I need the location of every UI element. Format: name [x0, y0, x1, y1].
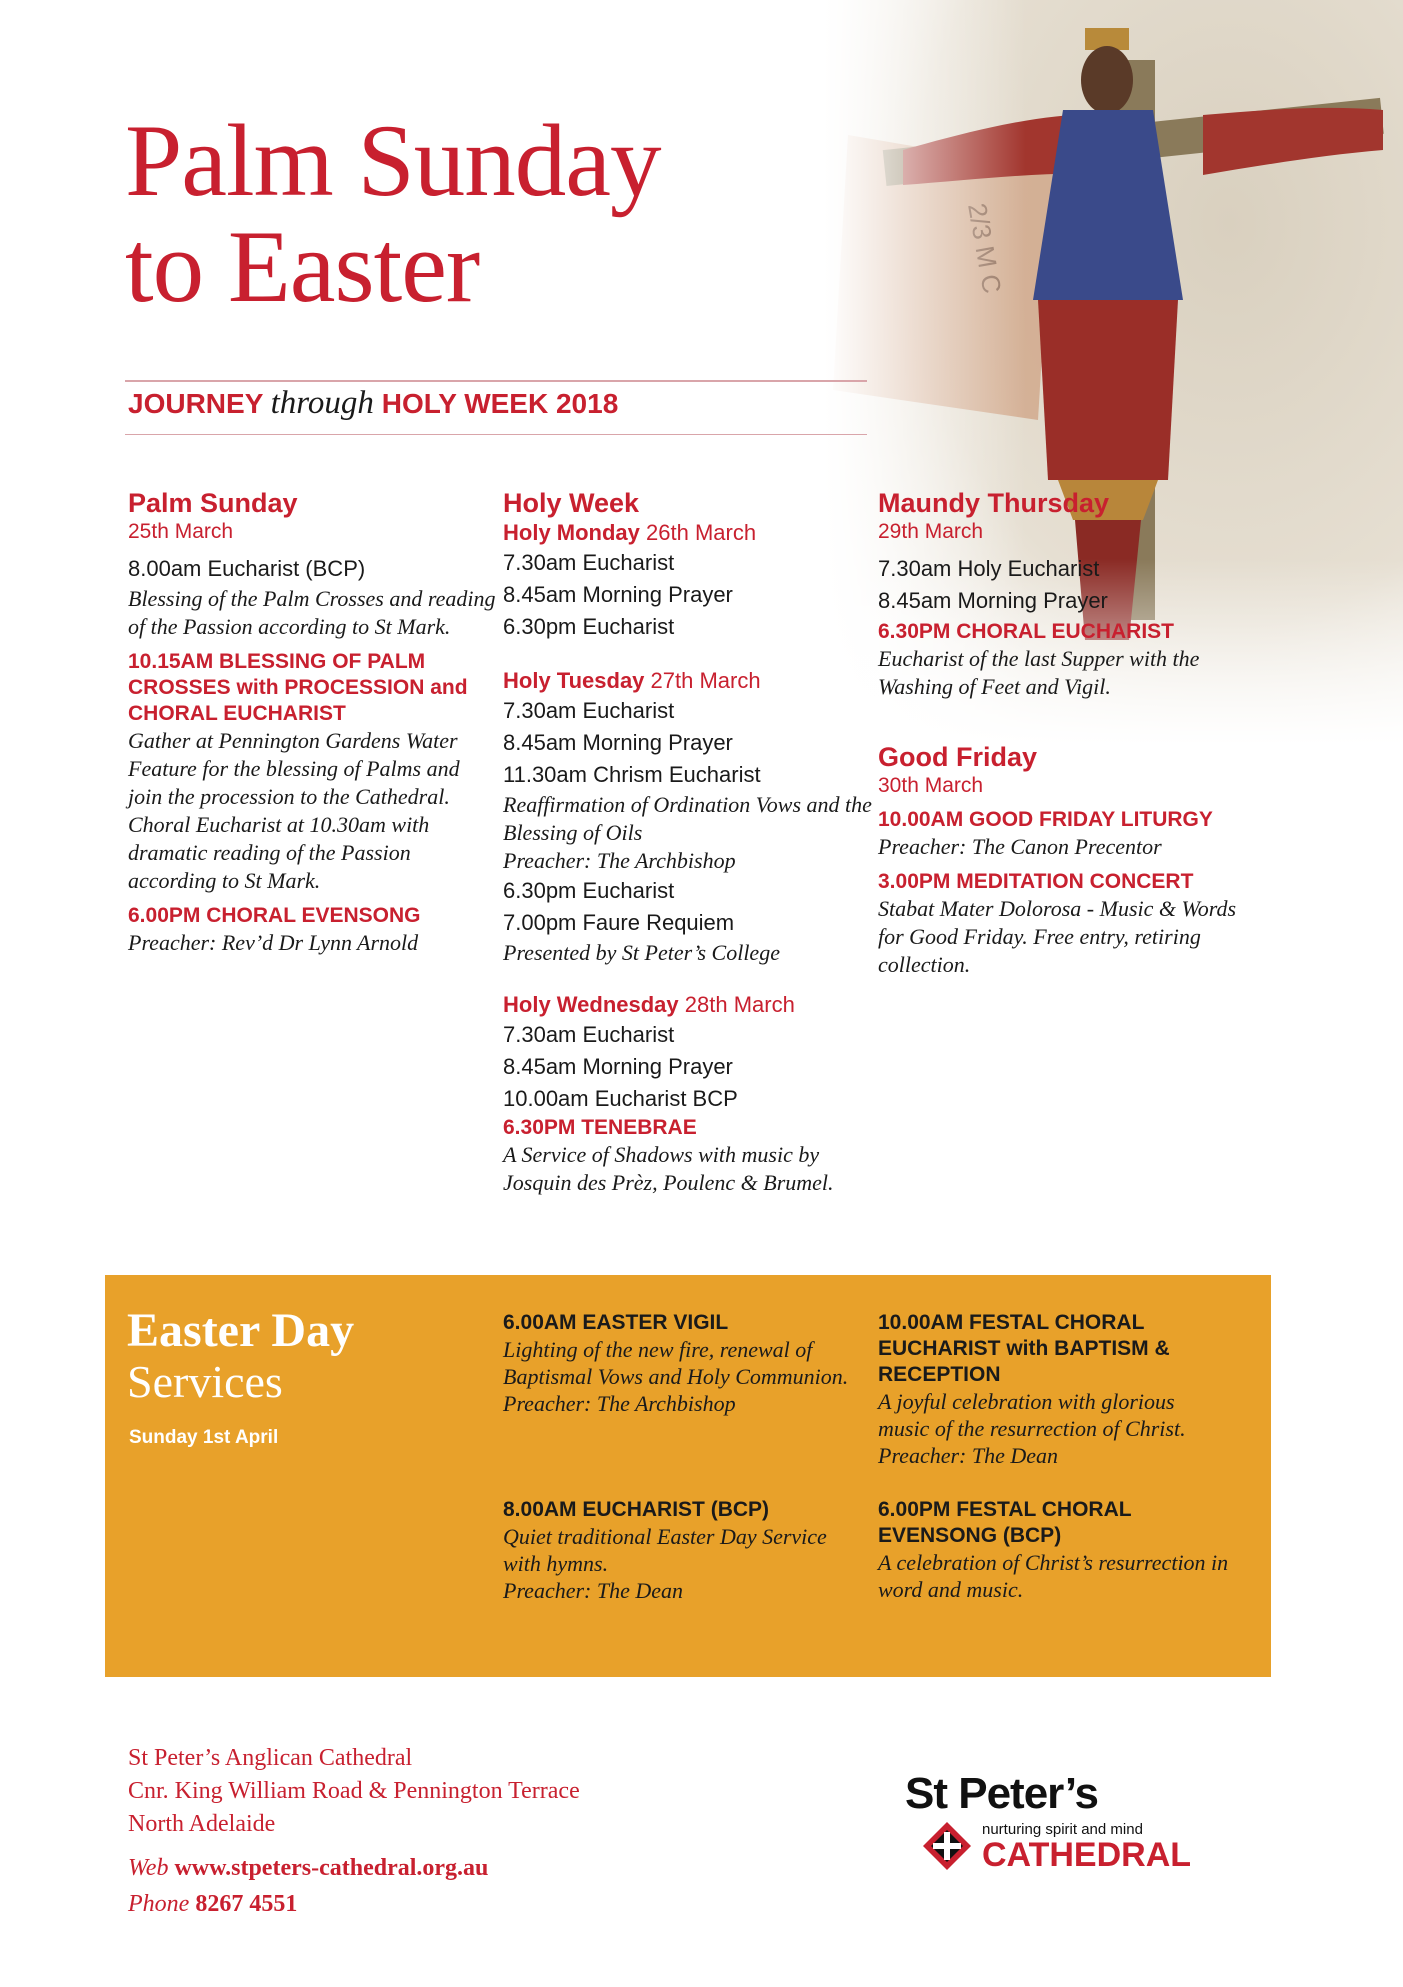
service-headline: 6.30PM TENEBRAE: [503, 1116, 697, 1139]
contact-info: [128, 1850, 488, 1922]
service-headline: 6.00AM EASTER VIGIL: [503, 1311, 729, 1334]
address-line: St Peter’s Anglican Cathedral: [128, 1745, 413, 1771]
page-title: [125, 104, 661, 324]
service-headline: 10.00AM GOOD FRIDAY LITURGY: [878, 808, 1213, 831]
service-description: A Service of Shadows with music by Josquin des Prèz, Poulenc & Brumel.: [503, 1142, 834, 1195]
easter-title-line-2: Services: [127, 1356, 283, 1407]
easter-date: Sunday 1st April: [129, 1427, 279, 1448]
service-time: 11.30am Chrism Eucharist: [503, 762, 761, 787]
easter-service: [503, 1497, 863, 1604]
service-description: Eucharist of the last Supper with the Washing of Feet and Vigil.: [878, 646, 1200, 699]
service-description: A joyful celebration with glorious music of the resurrection of Christ.: [878, 1389, 1186, 1441]
service-description: Preacher: The Canon Precentor: [878, 834, 1162, 859]
service-time: 6.30pm Eucharist: [503, 614, 675, 639]
service-preacher: Preacher: The Dean: [503, 1578, 684, 1603]
logo-name: St Peter’s: [905, 1769, 1098, 1818]
web-label: Web: [128, 1855, 169, 1881]
service-description: Stabat Mater Dolorosa - Music & Words for Good Friday. Free entry, retiring collection.: [878, 896, 1237, 977]
easter-title-line-1: Easter Day: [127, 1304, 355, 1357]
service-headline: 6.30PM CHORAL EUCHARIST: [878, 620, 1174, 643]
cross-emblem-icon: [921, 1820, 973, 1872]
palm-sunday-heading: Palm Sunday: [128, 488, 298, 518]
holy-wednesday-label: Holy Wednesday 28th March: [503, 992, 795, 1017]
st-peters-logo: [905, 1770, 1235, 1880]
service-headline: 8.00AM EUCHARIST (BCP): [503, 1498, 770, 1521]
holy-week-heading: Holy Week: [503, 488, 640, 518]
palm-sunday-date: 25th March: [128, 520, 234, 543]
service-time: 7.30am Holy Eucharist: [878, 556, 1100, 581]
good-friday-heading: Good Friday: [878, 742, 1038, 772]
service-description: Gather at Pennington Gardens Water Feature for the blessing of Palms and join the procession to the Cathedral. Choral Eucharist at 10.30am with dramatic reading of the Passion according to St Mark.: [128, 728, 460, 893]
service-description: A celebration of Christ’s resurrection in word and music.: [878, 1550, 1229, 1602]
service-time: 8.45am Morning Prayer: [503, 582, 733, 607]
service-headline: 6.00PM CHORAL EVENSONG: [128, 904, 421, 927]
title-line-2: to Easter: [125, 210, 480, 324]
service-time: 7.30am Eucharist: [503, 550, 675, 575]
subtitle-part-3: HOLY WEEK 2018: [381, 388, 619, 419]
easter-service: [503, 1310, 863, 1417]
cathedral-address: [128, 1742, 580, 1841]
service-time: 6.30pm Eucharist: [503, 878, 675, 903]
service-description: Reaffirmation of Ordination Vows and the Blessing of Oils: [503, 792, 872, 845]
holy-monday-label: Holy Monday 26th March: [503, 520, 757, 545]
service-time: 8.00am Eucharist (BCP): [128, 556, 366, 581]
subtitle-part-2: through: [270, 385, 374, 421]
service-preacher: Preacher: The Archbishop: [503, 1391, 736, 1416]
subtitle: [128, 385, 619, 421]
service-time: 8.45am Morning Prayer: [878, 588, 1108, 613]
easter-day-panel: [105, 1275, 1271, 1677]
phone-label: Phone: [128, 1891, 190, 1917]
service-description: Quiet traditional Easter Day Service with hymns.: [503, 1524, 827, 1576]
easter-service: [878, 1310, 1228, 1469]
service-time: 7.30am Eucharist: [503, 1022, 675, 1047]
service-headline: 3.00PM MEDITATION CONCERT: [878, 870, 1194, 893]
good-friday-date: 30th March: [878, 774, 984, 797]
logo-cathedral: CATHEDRAL: [982, 1836, 1192, 1874]
thursday-friday-column: [878, 487, 1248, 979]
service-headline: 10.15AM BLESSING OF PALM CROSSES with PROCESSION and CHORAL EUCHARIST: [128, 650, 468, 725]
service-preacher: Preacher: The Archbishop: [503, 848, 736, 873]
easter-service: [878, 1497, 1248, 1603]
service-preacher: Preacher: The Dean: [878, 1443, 1059, 1468]
title-divider: [125, 380, 867, 382]
service-headline: 10.00AM FESTAL CHORAL EUCHARIST with BAPTISM & RECEPTION: [878, 1311, 1170, 1386]
holy-tuesday-label: Holy Tuesday 27th March: [503, 668, 761, 693]
service-headline: 6.00PM FESTAL CHORAL EVENSONG (BCP): [878, 1498, 1132, 1547]
service-time: 7.30am Eucharist: [503, 698, 675, 723]
service-description: Presented by St Peter’s College: [503, 940, 780, 965]
phone-number: 8267 4551: [195, 1891, 298, 1917]
address-line: North Adelaide: [128, 1811, 276, 1837]
service-description: Preacher: Rev’d Dr Lynn Arnold: [128, 930, 419, 955]
service-time: 7.00pm Faure Requiem: [503, 910, 735, 935]
easter-title: [127, 1305, 354, 1407]
service-time: 10.00am Eucharist BCP: [503, 1086, 738, 1111]
service-time: 8.45am Morning Prayer: [503, 1054, 733, 1079]
holy-week-column: [503, 487, 873, 1197]
maundy-thursday-date: 29th March: [878, 520, 984, 543]
logo-tagline: nurturing spirit and mind: [982, 1821, 1143, 1838]
subtitle-divider: [125, 434, 867, 435]
address-line: Cnr. King William Road & Pennington Terrace: [128, 1778, 580, 1804]
maundy-thursday-heading: Maundy Thursday: [878, 488, 1110, 518]
palm-sunday-column: [128, 487, 498, 957]
service-description: Lighting of the new fire, renewal of Baptismal Vows and Holy Communion.: [503, 1337, 849, 1389]
service-time: 8.45am Morning Prayer: [503, 730, 733, 755]
service-description: Blessing of the Palm Crosses and reading of the Passion according to St Mark.: [128, 586, 496, 639]
website-link[interactable]: www.stpeters-cathedral.org.au: [174, 1855, 489, 1881]
title-line-1: Palm Sunday: [125, 104, 661, 218]
subtitle-part-1: JOURNEY: [128, 388, 263, 419]
